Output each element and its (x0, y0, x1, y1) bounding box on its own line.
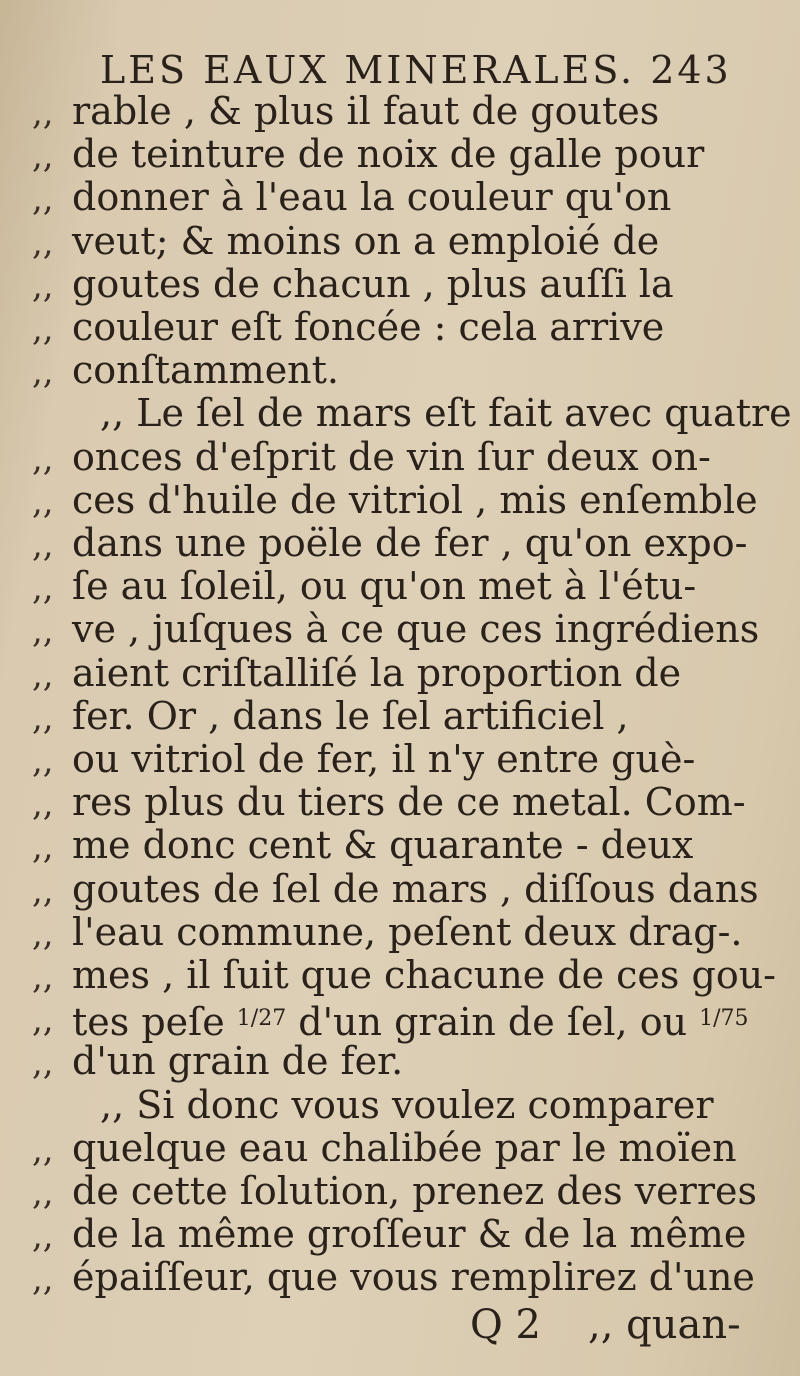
running-head: LES EAUX MINERALES. 243 (100, 48, 732, 92)
margin-quote: ,, (32, 957, 54, 997)
text-line: l'eau commune, peſent deux drag-. (72, 909, 743, 954)
text-line: mes , il ſuit que chacune de ces gou- (72, 953, 777, 997)
text-line: res plus du tiers de ce metal. Com- (72, 780, 746, 825)
fraction: 1/75 (699, 1006, 749, 1032)
margin-quote: ,, (32, 438, 54, 479)
margin-quote: ,, (32, 611, 54, 652)
margin-quote: ,, (32, 1259, 54, 1300)
margin-quote: ,, (32, 568, 54, 609)
margin-quote: ,, (32, 1216, 54, 1257)
catchword: ,, quan- (588, 1301, 741, 1348)
text-line-with-fractions (72, 997, 749, 1044)
text-fragment: d'un grain de ſel, ou (286, 1000, 700, 1045)
text-line: épaiſſeur, que vous remplirez d'une (72, 1255, 755, 1300)
margin-quote: ,, (32, 525, 54, 565)
text-line: de la même groſſeur & de la même (72, 1212, 747, 1257)
margin-quote: ,, (32, 1000, 54, 1041)
text-line: dans une poële de fer , qu'on expo- (72, 521, 748, 565)
margin-quote: ,, (32, 481, 54, 522)
fraction: 1/27 (236, 1006, 287, 1032)
text-line: de cette ſolution, prenez des verres (72, 1169, 757, 1213)
margin-quote: ,, (32, 827, 54, 868)
margin-quote: ,, (32, 265, 54, 306)
text-line: ces d'huile de vitriol , mis enſemble (72, 477, 758, 522)
margin-quote: ,, (32, 93, 54, 133)
margin-quote: ,, (32, 1043, 54, 1084)
margin-quote: ,, (32, 352, 54, 393)
text-fragment: tes peſe (72, 1000, 237, 1045)
margin-quote: ,, (32, 136, 54, 177)
margin-quote: ,, (32, 870, 54, 911)
margin-quote: ,, (32, 309, 54, 349)
text-line: goutes de chacun , plus auſſi la (72, 261, 674, 306)
text-line: ou vitriol de fer, il n'y entre guè- (72, 737, 696, 781)
text-line: d'un grain de fer. (72, 1039, 404, 1084)
margin-quote: ,, (32, 1173, 54, 1213)
text-line: ,, Si donc vous voulez comparer (100, 1082, 714, 1127)
text-line: rable , & plus il faut de goutes (72, 89, 660, 133)
text-line: donner à l'eau la couleur qu'on (72, 175, 672, 220)
margin-quote: ,, (32, 654, 54, 695)
text-line: ,, Le ſel de mars eſt fait avec quatre (100, 391, 792, 436)
text-line: ſe au ſoleil, ou qu'on met à l'étu- (72, 564, 697, 609)
text-line: couleur eſt foncée : cela arrive (72, 305, 665, 349)
text-line: ve , juſques à ce que ces ingrédiens (72, 607, 760, 652)
text-line: de teinture de noix de galle pour (72, 132, 705, 177)
text-line: quelque eau chalibée par le moïen (72, 1125, 737, 1170)
margin-quote: ,, (32, 179, 54, 220)
text-line: fer. Or , dans le ſel artificiel , (72, 693, 629, 738)
margin-quote: ,, (32, 784, 54, 825)
text-line: onces d'eſprit de vin ſur deux on- (72, 434, 711, 479)
margin-quote: ,, (32, 1129, 54, 1170)
text-line: conſtamment. (72, 348, 340, 393)
text-line: veut; & moins on a emploié de (72, 218, 660, 263)
text-line: goutes de ſel de mars , diſſous dans (72, 866, 759, 911)
text-line: aient criſtalliſé la proportion de (72, 650, 682, 695)
margin-quote: ,, (32, 913, 54, 954)
signature-mark: Q 2 (470, 1301, 541, 1348)
margin-quote: ,, (32, 697, 54, 738)
margin-quote: ,, (32, 222, 54, 263)
text-line: me donc cent & quarante - deux (72, 823, 694, 868)
margin-quote: ,, (32, 741, 54, 781)
